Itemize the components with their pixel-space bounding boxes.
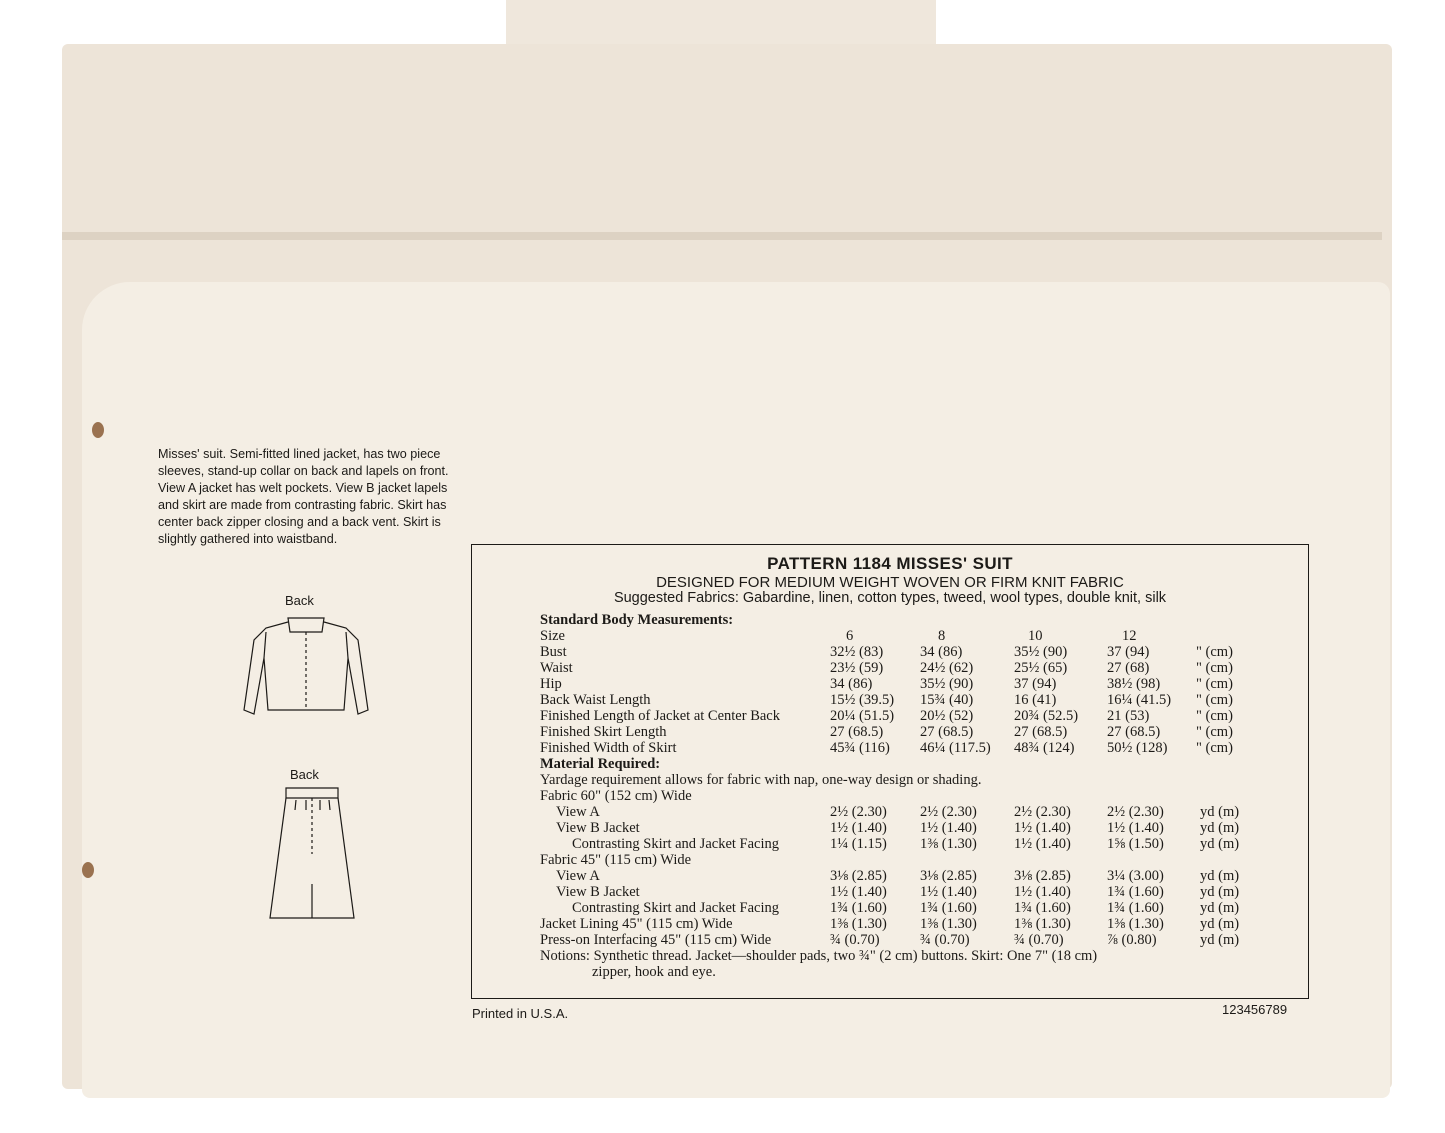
suggested-fabrics: Suggested Fabrics: Gabardine, linen, cotton types, tweed, wool types, double knit, silk bbox=[613, 590, 1167, 606]
notions-line-1: Notions: Synthetic thread. Jacket—shoulder pads, two ¾" (2 cm) buttons. Skirt: One 7" (18 cm) bbox=[540, 948, 1098, 964]
pattern-title: PATTERN 1184 MISSES' SUIT bbox=[767, 554, 1013, 573]
material-header: Material Required: bbox=[540, 756, 661, 772]
fabric-45-header: Fabric 45" (115 cm) Wide bbox=[540, 852, 692, 868]
pattern-info-panel: PATTERN 1184 MISSES' SUIT DESIGNED FOR MEDIUM WEIGHT WOVEN OR FIRM KNIT FABRIC Suggested Fabrics: Gabardine, linen, cotton types, tweed, wool types, double knit, silk Standard Body Measurements: Size 6 8 10 12 Bust 32½ (83) 34 (86) 35½ (90) 37 (94) " (cm) Waist 23½ (59) 24½ (62) 25½ (65) 27 (68) " (cm) Hip 34 (86) 35½ (90) 37 (94) 38½ (98) " (cm) Back Waist Length 15½ (39.5) 15¾ (40) 16 (41) 16¼ (41.5) " (cm) Finished Length of Jacket at Center Back 20¼ (51.5) 20½ (52) 20¾ (52.5) 21 (53) " (cm) Finished Skirt Length 27 (68.5) 27 (68.5) 27 (68.5) 27 (68.5) " (cm) Finished Width of Skirt 45¾ (116) 46¼ (117.5) 48¾ (124) 50½ (128) " (cm) Material Required: Yardage requirement allows for fabric with nap, one-way design or shading. Fabric 60" (152 cm) Wide View A 2½ (2.30) 2½ (2.30) 2½ (2.30) 2½ (2.30) yd (m) View B Jacket 1½ (1.40) 1½ (1.40) 1½ (1.40) 1½ (1.40) yd (m) Contrasting Skirt and Jacket Facing 1¼ (1.15) 1⅜ (1.30) 1½ (1.40) 1⅝ (1.50) yd (m) Fabric 45" (115 cm) Wide View A 3⅛ (2.85) 3⅛ (2.85) 3⅛ (2.85) 3¼ (3.00) yd (m) View B Jacket 1½ (1.40) 1½ (1.40) 1½ (1.40) 1¾ (1.60) yd (m) Contrasting Skirt and Jacket Facing 1¾ (1.60) 1¾ (1.60) 1¾ (1.60) 1¾ (1.60) yd (m) Jacket Lining 45" (115 cm) Wide 1⅜ (1.30) 1⅜ (1.30) 1⅜ (1.30) 1⅜ (1.30) yd (m) Press-on Interfacing 45" (115 cm) Wide ¾ (0.70) ¾ (0.70) ¾ (0.70) ⅞ (0.80) yd (m) Notions: Synthetic thread. Jacket—shoulder pads, two ¾" (2 cm) buttons. Skirt: One 7" (18 cm) zipper, hook and eye. bbox=[471, 544, 1309, 999]
pattern-description: Misses' suit. Semi-fitted lined jacket, has two piece sleeves, stand-up collar on back and lapels on front. View A jacket has welt pockets. View B jacket lapels and skirt are made from contrasting fabric. Skirt has center back zipper closing and a back vent. Skirt is slightly gathered into waistband. bbox=[158, 447, 449, 546]
envelope-crease bbox=[62, 232, 1382, 240]
punch-hole-stain bbox=[92, 422, 104, 438]
pattern-subtitle: DESIGNED FOR MEDIUM WEIGHT WOVEN OR FIRM KNIT FABRIC bbox=[656, 574, 1124, 591]
material-note: Yardage requirement allows for fabric with nap, one-way design or shading. bbox=[540, 772, 982, 788]
fabric-60-header: Fabric 60" (152 cm) Wide bbox=[540, 788, 692, 804]
punch-hole-stain bbox=[82, 862, 94, 878]
printed-in-label: Printed in U.S.A. bbox=[472, 1006, 569, 1021]
notions-line-2: zipper, hook and eye. bbox=[592, 964, 716, 980]
pattern-code: 123456789 bbox=[1222, 1002, 1288, 1017]
skirt-figure-label: Back bbox=[290, 767, 319, 782]
jacket-figure-label: Back bbox=[285, 593, 314, 608]
jacket-back-illustration bbox=[236, 610, 376, 725]
skirt-back-illustration bbox=[262, 784, 362, 924]
measurements-header: Standard Body Measurements: bbox=[540, 612, 734, 628]
